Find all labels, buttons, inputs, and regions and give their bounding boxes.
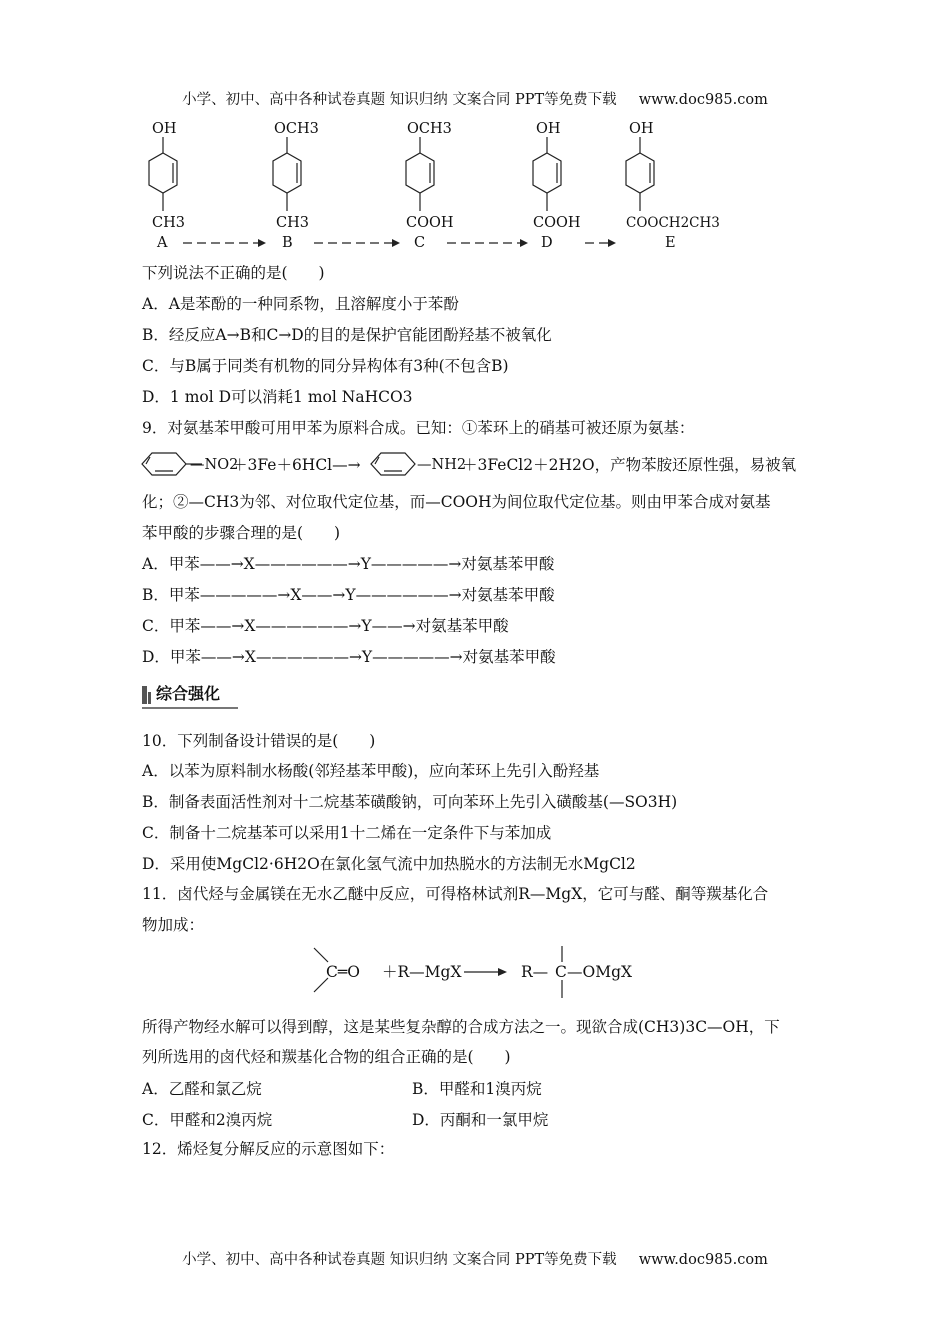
bottom-group-d: COOH xyxy=(533,215,581,231)
q11-equation xyxy=(300,942,660,1002)
product-c: C xyxy=(555,963,567,981)
q10-option-d: D．采用使MgCl2·6H2O在氯化氢气流中加热脱水的方法制无水MgCl2 xyxy=(142,855,636,873)
amino-group: —NH2 xyxy=(417,457,467,473)
letter-d: D xyxy=(541,235,553,251)
eq-reagents: ＋3Fe＋6HCl—→ xyxy=(232,456,361,474)
q10-option-a: A．以苯为原料制水杨酸(邻羟基苯甲酸)，应向苯环上先引入酚羟基 xyxy=(142,762,600,780)
page-footer xyxy=(0,1248,950,1269)
page-header xyxy=(0,88,950,109)
footer-text: 小学、初中、高中各种试卷真题 知识归纳 文案合同 PPT等免费下载 xyxy=(182,1252,617,1268)
footer-site: www.doc985.com xyxy=(638,1252,768,1268)
q9-option-d: D．甲苯——→X——————→Y—————→对氨基苯甲酸 xyxy=(142,648,556,666)
q11-option-a: A．乙醛和氯乙烷 xyxy=(142,1080,262,1098)
product-omgx: —OMgX xyxy=(567,963,633,981)
bottom-group-c: COOH xyxy=(406,215,454,231)
product-r: R— xyxy=(521,963,549,981)
benzene-ring-icon xyxy=(371,453,415,475)
letter-b: B xyxy=(282,235,293,251)
q11-option-b: B．甲醛和1溴丙烷 xyxy=(412,1080,542,1098)
q8-option-d: D．1 mol D可以消耗1 mol NaHCO3 xyxy=(142,388,413,406)
section-bar-icon xyxy=(142,686,147,704)
q9-option-c: C．甲苯——→X——————→Y——→对氨基苯甲酸 xyxy=(142,617,509,635)
section-bar-icon xyxy=(148,692,151,704)
q9-line4: 苯甲酸的步骤合理的是( ) xyxy=(142,524,341,542)
header-text: 小学、初中、高中各种试卷真题 知识归纳 文案合同 PPT等免费下载 xyxy=(182,92,617,108)
q9-option-a: A．甲苯——→X——————→Y—————→对氨基苯甲酸 xyxy=(142,555,555,573)
letter-c: C xyxy=(414,235,426,251)
q8-option-b: B．经反应A→B和C→D的目的是保护官能团酚羟基不被氧化 xyxy=(142,326,552,344)
reaction-scheme-q8 xyxy=(130,115,830,255)
section-underline xyxy=(142,707,238,709)
top-group-b: OCH3 xyxy=(274,121,319,137)
q11-option-d: D．丙酮和一氯甲烷 xyxy=(412,1111,549,1129)
bottom-group-e: COOCH2CH3 xyxy=(626,215,720,231)
q11-line1: 11．卤代烃与金属镁在无水乙醚中反应，可得格林试剂R—MgX，它可与醛、酮等羰基化合 xyxy=(142,885,769,903)
q11-line3: 所得产物经水解可以得到醇，这是某些复杂醇的合成方法之一。现欲合成(CH3)3C—OH，下 xyxy=(142,1018,780,1036)
letter-a: A xyxy=(157,235,168,251)
top-group-a: OH xyxy=(152,121,177,137)
letter-e: E xyxy=(665,235,676,251)
nitro-group: —NO2 xyxy=(190,457,239,473)
q8-option-a: A．A是苯酚的一种同系物，且溶解度小于苯酚 xyxy=(142,295,459,313)
q10-option-b: B．制备表面活性剂对十二烷基苯磺酸钠，可向苯环上先引入磺酸基(—SO3H) xyxy=(142,793,678,811)
top-group-d: OH xyxy=(536,121,561,137)
bottom-group-a: CH3 xyxy=(152,215,185,231)
q8-option-c: C．与B属于同类有机物的同分异构体有3种(不包含B) xyxy=(142,357,509,375)
top-group-c: OCH3 xyxy=(407,121,452,137)
q10-option-c: C．制备十二烷基苯可以采用1十二烯在一定条件下与苯加成 xyxy=(142,824,552,842)
bottom-group-b: CH3 xyxy=(276,215,309,231)
eq-products: ＋3FeCl2＋2H2O，产物苯胺还原性强，易被氧 xyxy=(462,456,797,474)
q8-stem: 下列说法不正确的是( ) xyxy=(142,264,325,282)
q10-stem: 10．下列制备设计错误的是( ) xyxy=(142,732,376,750)
q12-stem: 12．烯烃复分解反应的示意图如下： xyxy=(142,1140,395,1158)
grignard-reagent: ＋R—MgX xyxy=(382,963,462,981)
top-group-e: OH xyxy=(629,121,654,137)
carbonyl: C═O xyxy=(326,963,360,981)
q9-line3: 化；②—CH3为邻、对位取代定位基，而—COOH为间位取代定位基。则由甲苯合成对氨基 xyxy=(142,493,771,511)
q11-line2: 物加成： xyxy=(142,916,205,934)
q11-line4: 列所选用的卤代烃和羰基化合物的组合正确的是( ) xyxy=(142,1048,511,1066)
q11-options-row2 xyxy=(142,1108,822,1130)
section-heading xyxy=(142,682,272,708)
q11-options-row1 xyxy=(142,1077,822,1099)
section-title: 综合强化 xyxy=(156,684,221,703)
header-site: www.doc985.com xyxy=(638,92,768,108)
benzene-ring-icon xyxy=(142,453,186,475)
q9-stem: 9．对氨基苯甲酸可用甲苯为原料合成。已知：①苯环上的硝基可被还原为氨基： xyxy=(142,419,695,437)
q9-equation xyxy=(140,447,840,481)
q9-option-b: B．甲苯—————→X——→Y——————→对氨基苯甲酸 xyxy=(142,586,555,604)
q11-option-c: C．甲醛和2溴丙烷 xyxy=(142,1111,273,1129)
